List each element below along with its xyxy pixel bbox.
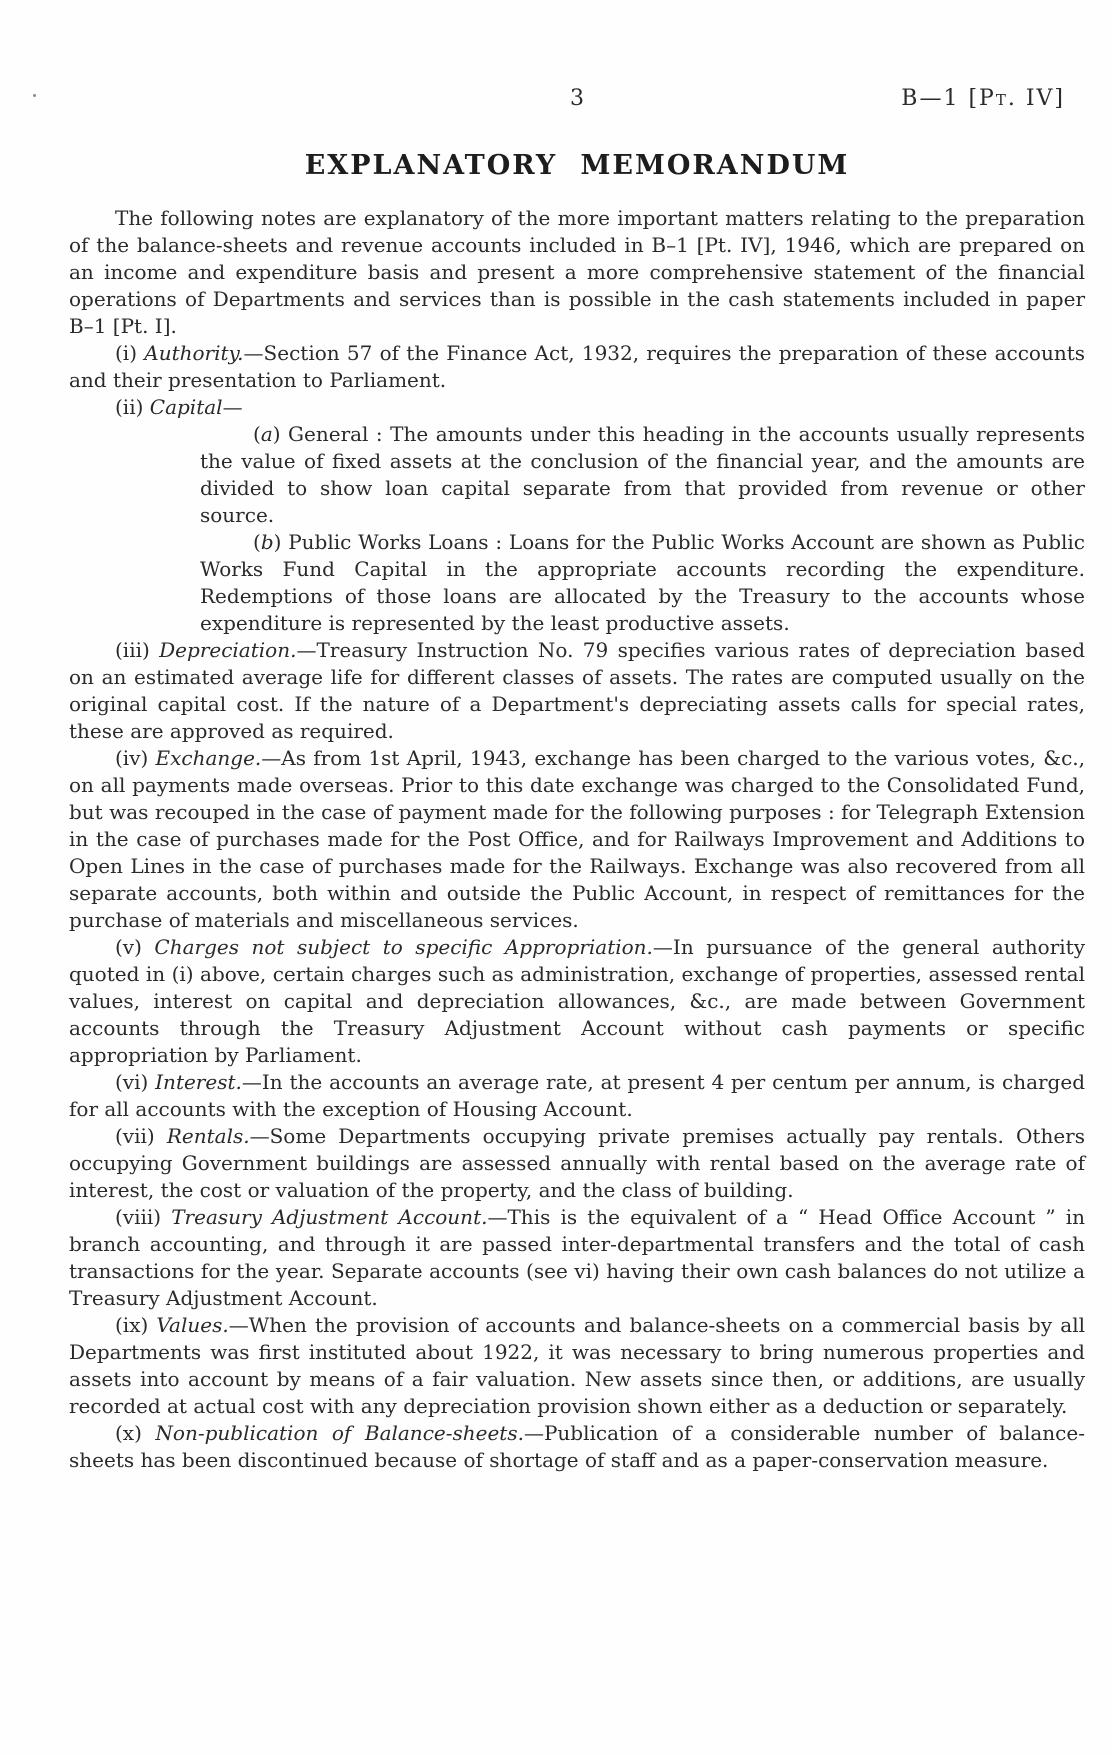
paragraph-capital-public-works-loans: [200, 529, 1085, 637]
paragraph-text: —Treasury Instruction No. 79 specifies various rates of depreciation based on an estimated average life for different classes of assets. The rates are computed usually on the original capital cost. If the nature of a Department's depreciating assets calls for special rates, these are approved as required.: [69, 638, 1085, 743]
paragraph-text: —Section 57 of the Finance Act, 1932, requires the preparation of these accounts and their presentation to Parliament.: [69, 341, 1086, 392]
paragraph-capital: [69, 394, 1085, 421]
page-title: EXPLANATORY MEMORANDUM: [304, 150, 850, 181]
paragraph-lead-italic: Capital: [149, 395, 223, 419]
paragraph-lead-italic: Interest.: [155, 1070, 242, 1094]
paragraph-non-publication: [69, 1420, 1085, 1474]
paragraph-text: —In pursuance of the general authority quoted in (i) above, certain charges such as administration, exchange of properties, assessed rental values, interest on capital and depreciation allowances, &c., are made between Government accounts through the Treasury Adjustment Account without cash payments or specific appropriation by Parliament.: [69, 935, 1085, 1067]
paragraph-label: (i): [115, 341, 145, 365]
paragraph-text: ) General : The amounts under this heading in the accounts usually represents the value of fixed assets at the conclusion of the financial year, and the amounts are divided to show loan capital separate from that provided from revenue or other source.: [200, 422, 1085, 527]
paragraph-label: (v): [115, 935, 155, 959]
paragraph-text: —: [222, 395, 243, 419]
paragraph-lead-italic: a: [260, 422, 273, 446]
paragraph-label: (vii): [115, 1124, 167, 1148]
paragraph-authority: [69, 340, 1085, 394]
paragraph-lead-italic: Exchange.: [155, 746, 262, 770]
paragraph-label: (iv): [115, 746, 156, 770]
paragraph-lead-italic: Authority.: [144, 341, 244, 365]
paragraph-values: [69, 1312, 1085, 1420]
paragraph-label: (x): [115, 1421, 156, 1445]
paragraph-label: (ii): [115, 395, 150, 419]
paragraph-label: (iii): [115, 638, 160, 662]
paragraph-label: (vi): [115, 1070, 156, 1094]
paragraph-exchange: [69, 745, 1085, 934]
paragraph-text: —This is the equivalent of a “ Head Office Account ” in branch accounting, and through it are passed inter-departmental transfers and the total of cash transactions for the year. Separate accounts (see vi) having their own cash balances do not utilize a Treasury Adjustment Account.: [69, 1205, 1085, 1310]
paragraph-text: ) Public Works Loans : Loans for the Public Works Account are shown as Public Works Fund Capital in the appropriate accounts recording the expenditure. Redemptions of those loans are allocated by the Treasury to the accounts whose expenditure is represented by the least productive assets.: [200, 530, 1085, 635]
paragraph-text: —In the accounts an average rate, at present 4 per centum per annum, is charged for all accounts with the exception of Housing Account.: [69, 1070, 1085, 1121]
paragraph-lead-italic: b: [260, 530, 274, 554]
page-content: [69, 0, 1085, 1474]
paragraph-lead-italic: Charges not subject to specific Appropriation.: [154, 935, 653, 959]
page-number: 3: [570, 86, 584, 111]
paragraph-lead-italic: Values.: [156, 1313, 229, 1337]
paragraph-depreciation: [69, 637, 1085, 745]
paragraph-lead-italic: Rentals.: [166, 1124, 250, 1148]
document-reference: B—1 [Pt. IV]: [901, 86, 1065, 111]
paragraph-interest: [69, 1069, 1085, 1123]
paragraph-text: —Publication of a considerable number of balance-sheets has been discontinued because of shortage of staff and as a paper-conservation measure.: [69, 1421, 1085, 1472]
paragraph-text: The following notes are explanatory of the more important matters relating to the preparation of the balance-sheets and revenue accounts included in B–1 [Pt. IV], 1946, which are prepared on an income and expenditure basis and present a more comprehensive statement of the financial operations of Departments and services than is possible in the cash statements included in paper B–1 [Pt. I].: [69, 206, 1085, 338]
paragraph-label: (: [253, 530, 261, 554]
paragraph-rentals: [69, 1123, 1085, 1204]
paragraph-text: —When the provision of accounts and balance-sheets on a commercial basis by all Departments was first instituted about 1922, it was necessary to bring numerous properties and assets into account by means of a fair valuation. New assets since then, or additions, are usually recorded at actual cost with any depreciation provision shown either as a deduction or separately.: [69, 1313, 1086, 1418]
paragraph-capital-general: [200, 421, 1085, 529]
paragraph-charges-not-subject: [69, 934, 1085, 1069]
memorandum-body: [69, 205, 1085, 1474]
paragraph-lead-italic: Non-publication of Balance-sheets.: [155, 1421, 524, 1445]
paragraph-label: (viii): [115, 1205, 172, 1229]
paragraph-label: (: [253, 422, 261, 446]
paragraph-treasury-adjustment-account: [69, 1204, 1085, 1312]
paragraph-label: (ix): [115, 1313, 157, 1337]
page-header: [69, 84, 1085, 120]
scan-speck: [33, 94, 36, 97]
paragraph-lead-italic: Depreciation.: [159, 638, 297, 662]
paragraph-text: —As from 1st April, 1943, exchange has been charged to the various votes, &c., on all payments made overseas. Prior to this date exchange was charged to the Consolidated Fund, but was recouped in the case of payment made for the following purposes : for Telegraph Extension in the case of purchases made for the Post Office, and for Railways Improvement and Additions to Open Lines in the case of purchases made for the Railways. Exchange was also recovered from all separate accounts, both within and outside the Public Account, in respect of remittances for the purchase of materials and miscellaneous services.: [69, 746, 1085, 932]
paragraph-lead-italic: Treasury Adjustment Account.: [171, 1205, 488, 1229]
paragraph-text: —Some Departments occupying private premises actually pay rentals. Others occupying Government buildings are assessed annually with rental based on the average rate of interest, the cost or valuation of the property, and the class of building.: [69, 1124, 1085, 1202]
paragraph-intro: [69, 205, 1085, 340]
